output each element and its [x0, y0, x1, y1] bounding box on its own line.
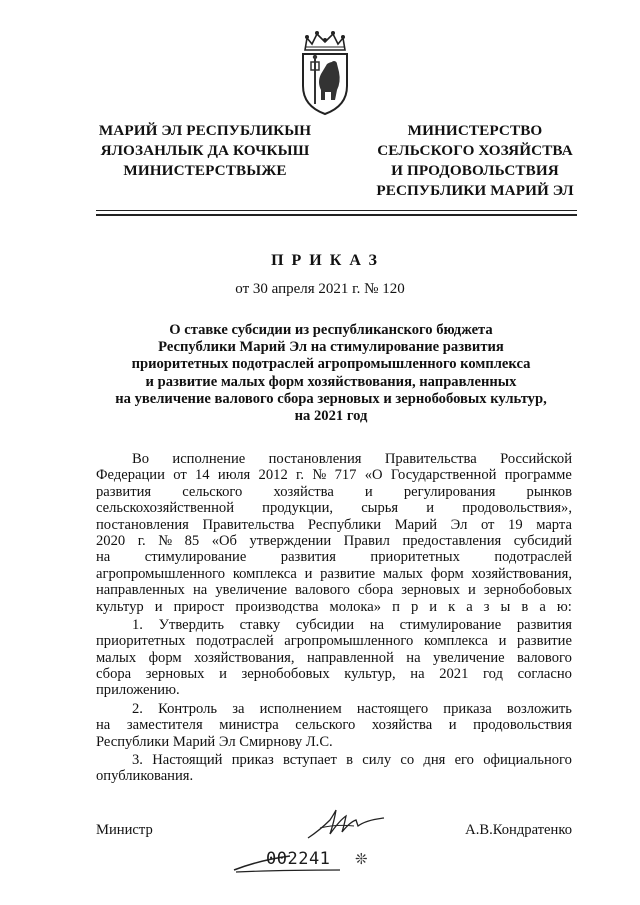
- coat-of-arms-emblem: [297, 28, 353, 116]
- body-line: малых форм хозяйствования, направленной на увеличение валового: [96, 649, 572, 666]
- header-right-line-4: РЕСПУБЛИКИ МАРИЙ ЭЛ: [376, 182, 574, 199]
- body-line: постановления Правительства Республики Марий Эл от 19 марта: [96, 516, 572, 533]
- header-right-line-1: МИНИСТЕРСТВО: [407, 122, 543, 139]
- header-left-line-1: МАРИЙ ЭЛ РЕСПУБЛИКЫН: [98, 122, 312, 139]
- body-line: сбора зерновых и зернобобовых культур, на 2021 год согласно: [96, 666, 572, 683]
- registration-number: 002241: [266, 849, 331, 869]
- body-line: 3. Настоящий приказ вступает в силу со дня его официального: [132, 751, 572, 768]
- header-left-line-2: ЯЛОЗАНЛЫК ДА КОЧКЫШ: [100, 142, 310, 159]
- subject-line: и развитие малых форм хозяйствования, направленных: [145, 373, 517, 390]
- body-line: опубликования.: [96, 768, 194, 785]
- stamp-mark: ❊: [355, 852, 368, 868]
- body-line: Во исполнение постановления Правительства Российской: [132, 451, 572, 467]
- body-line: развития сельского хозяйства и регулирования рынков: [96, 483, 572, 500]
- header-right-line-3: И ПРОДОВОЛЬСТВИЯ: [391, 162, 559, 179]
- subject-line: О ставке субсидии из республиканского бюджета: [169, 322, 493, 338]
- subject-line: приоритетных подотраслей агропромышленного комплекса: [131, 356, 531, 373]
- header-right-line-2: СЕЛЬСКОГО ХОЗЯЙСТВА: [377, 142, 573, 159]
- body-line: сельскохозяйственной продукции, сырья и продовольствия»,: [96, 500, 572, 517]
- body-line: агропромышленного комплекса и развитие малых форм хозяйствования,: [96, 565, 572, 582]
- body-line: приложению.: [96, 682, 180, 699]
- header-left-block: [92, 121, 318, 181]
- subject-line: Республики Марий Эл на стимулирование развития: [158, 339, 504, 356]
- body-line: 2. Контроль за исполнением настоящего приказа возложить: [132, 700, 572, 717]
- body-line: 1. Утвердить ставку субсидии на стимулирование развития: [132, 616, 572, 633]
- body-line: Федерации от 14 июля 2012 г. № 717 «О Государственной программе: [96, 467, 572, 484]
- document-date-number: от 30 апреля 2021 г. № 120: [235, 281, 405, 297]
- header-left-line-3: МИНИСТЕРСТВЫЖЕ: [123, 162, 287, 179]
- body-line: 2020 г. № 85 «Об утверждении Правил предоставления субсидий: [96, 533, 572, 550]
- body-line: Республики Марий Эл Смирнову Л.С.: [96, 733, 333, 750]
- body-line: на заместителя министра сельского хозяйства и продовольствия: [96, 717, 572, 734]
- header-right-block: [362, 121, 588, 201]
- subject-line: на 2021 год: [294, 408, 368, 425]
- subject-line: на увеличение валового сбора зерновых и зернобобовых культур,: [115, 390, 547, 407]
- body-line: культур и прирост производства молока» п р и к а з ы в а ю:: [96, 598, 572, 615]
- header-divider-thin: [96, 210, 577, 211]
- body-line: на стимулирование развития приоритетных подотраслей: [96, 549, 572, 566]
- header-divider-thick: [96, 214, 577, 216]
- signer-name: А.В.Кондратенко: [465, 822, 572, 838]
- signer-position: Министр: [96, 822, 153, 838]
- document-subject: [90, 322, 572, 425]
- handwritten-signature: [300, 806, 390, 846]
- body-line: направленных на увеличение валового сбора зерновых и зернобобовых: [96, 582, 572, 599]
- document-title: ПРИКАЗ: [271, 252, 385, 269]
- body-line: приоритетных подотраслей агропромышленного комплекса и развитие: [96, 633, 572, 650]
- document-body: [96, 451, 572, 785]
